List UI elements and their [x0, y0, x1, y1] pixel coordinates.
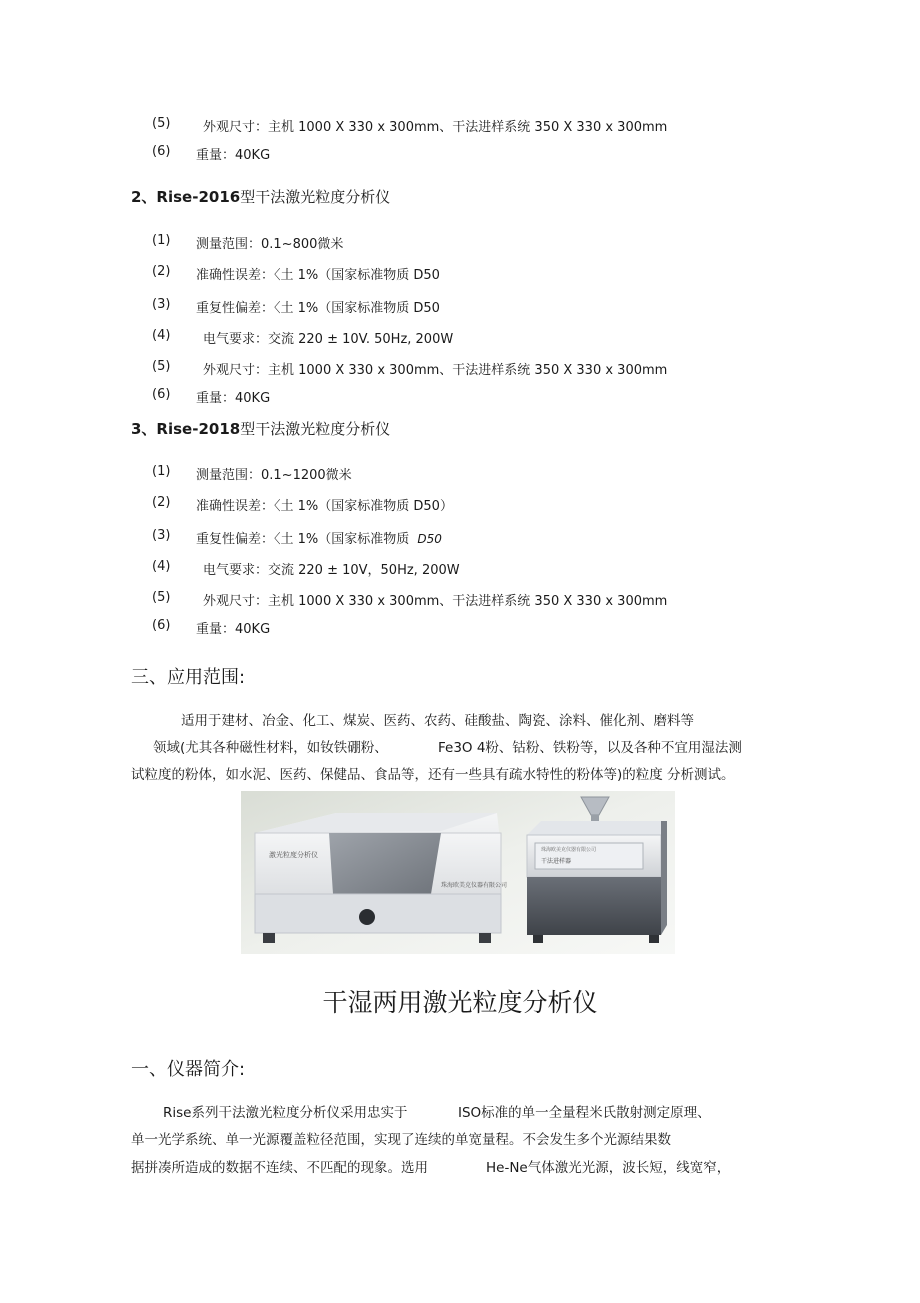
page-title: 干湿两用激光粒度分析仪 — [322, 988, 598, 1017]
main-unit-company: 珠海欧美克仪器有限公司 — [441, 882, 508, 889]
product-illustration — [241, 791, 675, 954]
paragraph-line: 试粒度的粉体，如水泥、医药、保健品、食品等，还有一些具有疏水特性的粉体等)的粒度 分析测试。 — [131, 767, 735, 783]
spec-item-accuracy: 准确性误差：〈土 1%（国家标准物质 D50 — [196, 268, 440, 283]
paragraph-line: Fe3O 4粉、钴粉、铁粉等，以及各种不宜用湿法测 — [438, 740, 742, 756]
list-number: (2) — [152, 264, 171, 279]
heading-model: 2、Rise-2016 — [131, 188, 241, 206]
spec-item-electrical: 电气要求：交流 220 ± 10V，50Hz, 200W — [203, 563, 460, 578]
spec-item-dimensions: 外观尺寸：主机 1000 X 330 x 300mm、干法进样系统 350 X 330 x 300mm — [203, 594, 668, 609]
spec-text-d50: D50 — [417, 532, 442, 546]
section-heading-rise-2018 — [131, 418, 390, 439]
list-number: (6) — [152, 144, 171, 159]
dry-unit-company: 珠海欧美克仪器有限公司 — [541, 847, 597, 853]
list-number: (4) — [152, 328, 171, 343]
paragraph-line: 适用于建材、冶金、化工、煤炭、医药、农药、硅酸盐、陶瓷、涂料、催化剂、磨料等 — [181, 713, 694, 729]
list-number: (6) — [152, 387, 171, 402]
section-heading-intro: 一、仪器简介: — [131, 1059, 246, 1080]
spec-item-weight: 重量：40KG — [196, 391, 271, 406]
list-number: (4) — [152, 559, 171, 574]
paragraph-line: 单一光学系统、单一光源覆盖粒径范围，实现了连续的单宽量程。不会发生多个光源结果数 — [131, 1132, 671, 1148]
spec-item-repeatability: 重复性偏差：〈土 1%（国家标准物质 D50 — [196, 301, 440, 316]
list-number: (3) — [152, 528, 171, 543]
heading-model: 3、Rise-2018 — [131, 420, 241, 438]
main-unit-label: 激光粒度分析仪 — [269, 851, 318, 859]
list-number: (2) — [152, 495, 171, 510]
list-number: (1) — [152, 233, 171, 248]
section-heading-rise-2016 — [131, 186, 390, 207]
heading-title: 型干法激光粒度分析仪 — [240, 188, 391, 206]
section-heading-application: 三、应用范围: — [131, 667, 246, 688]
heading-title: 型干法激光粒度分析仪 — [240, 420, 391, 438]
list-number: (5) — [152, 590, 171, 605]
spec-item-dimensions: 外观尺寸：主机 1000 X 330 x 300mm、干法进样系统 350 X 330 x 300mm — [203, 120, 668, 135]
spec-item-accuracy: 准确性误差：〈土 1%（国家标准物质 D50） — [196, 499, 453, 514]
list-number: (5) — [152, 116, 171, 131]
spec-item-electrical: 电气要求：交流 220 ± 10V. 50Hz, 200W — [203, 332, 454, 347]
spec-item-range: 测量范围：0.1~800微米 — [196, 237, 344, 252]
spec-item-weight: 重量：40KG — [196, 622, 271, 637]
paragraph-line: ISO标准的单一全量程米氏散射测定原理、 — [458, 1105, 711, 1121]
paragraph-line: He-Ne气体激光光源，波长短，线宽窄， — [486, 1160, 731, 1176]
list-number: (1) — [152, 464, 171, 479]
paragraph-line: Rise系列干法激光粒度分析仪采用忠实于 — [163, 1105, 408, 1121]
main-unit — [255, 813, 507, 943]
paragraph-line: 据拼凑所造成的数据不连续、不匹配的现象。选用 — [131, 1160, 428, 1176]
list-number: (3) — [152, 297, 171, 312]
list-number: (6) — [152, 618, 171, 633]
paragraph-line: 领域(尤其各种磁性材料，如钕铁硼粉、 — [153, 740, 388, 756]
product-photo — [241, 791, 675, 954]
spec-item-weight: 重量：40KG — [196, 148, 271, 163]
dry-unit-label: 干法进样器 — [541, 858, 572, 865]
list-number: (5) — [152, 359, 171, 374]
spec-text: 重复性偏差：〈土 1%（国家标准物质 — [196, 532, 410, 547]
spec-item-repeatability — [196, 528, 442, 547]
spec-item-dimensions: 外观尺寸：主机 1000 X 330 x 300mm、干法进样系统 350 X 330 x 300mm — [203, 363, 668, 378]
spec-item-range: 测量范围：0.1~1200微米 — [196, 468, 352, 483]
